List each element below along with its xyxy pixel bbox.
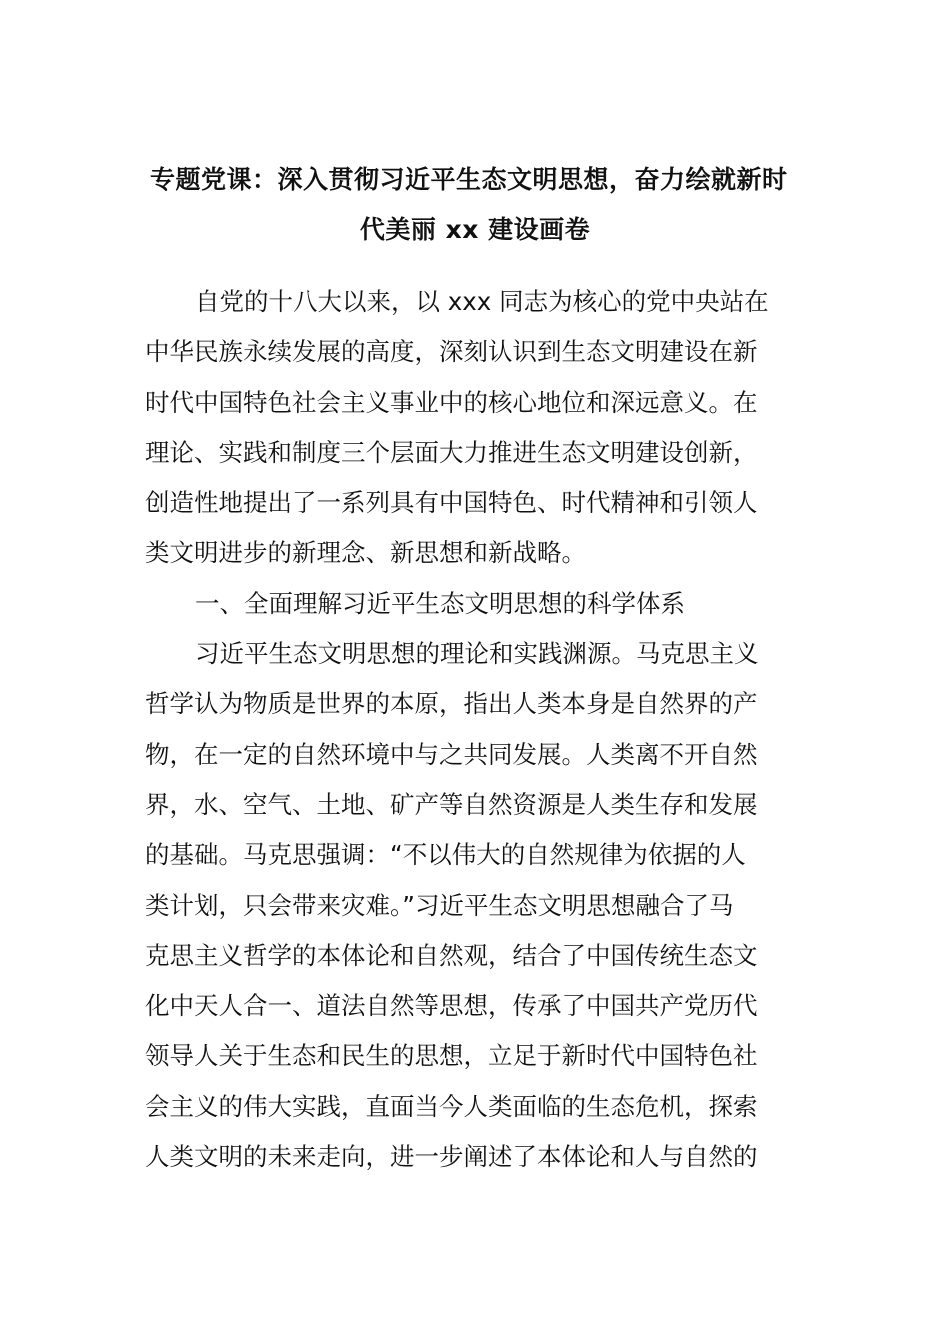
paragraph-line: 类计划，只会带来灾难。”习近平生态文明思想融合了马 [145, 890, 734, 920]
paragraph-line: 界，水、空气、土地、矿产等自然资源是人类生存和发展 [145, 789, 758, 819]
paragraph-line: 物，在一定的自然环境中与之共同发展。人类离不开自然 [145, 739, 758, 769]
paragraph-line: 化中天人合一、道法自然等思想，传承了中国共产党历代 [145, 991, 758, 1021]
paragraph-line: 时代中国特色社会主义事业中的核心地位和深远意义。在 [145, 387, 758, 417]
paragraph-line: 哲学认为物质是世界的本原，指出人类本身是自然界的产 [145, 689, 758, 719]
paragraph-line: 创造性地提出了一系列具有中国特色、时代精神和引领人 [145, 488, 758, 518]
paragraph-line: 中华民族永续发展的高度，深刻认识到生态文明建设在新 [145, 337, 758, 367]
paragraph-line: 人类文明的未来走向，进一步阐述了本体论和人与自然的 [145, 1142, 758, 1172]
paragraph-line: 自党的十八大以来，以 xxx 同志为核心的党中央站在 [195, 287, 769, 316]
paragraph-line: 习近平生态文明思想的理论和实践渊源。马克思主义 [195, 639, 759, 669]
section-heading: 一、全面理解习近平生态文明思想的科学体系 [195, 588, 685, 618]
title-line-2: 代美丽 xx 建设画卷 [359, 215, 591, 244]
document-title [150, 155, 800, 255]
document-body [145, 277, 805, 1182]
paragraph-line: 类文明进步的新理念、新思想和新战略。 [145, 538, 586, 568]
paragraph-line: 会主义的伟大实践，直面当今人类面临的生态危机，探索 [145, 1091, 758, 1121]
title-line-1: 专题党课：深入贯彻习近平生态文明思想，奋力绘就新时 [150, 165, 788, 194]
paragraph-line: 克思主义哲学的本体论和自然观，结合了中国传统生态文 [145, 940, 758, 970]
paragraph-line: 理论、实践和制度三个层面大力推进生态文明建设创新， [145, 437, 758, 467]
paragraph-line: 领导人关于生态和民生的思想，立足于新时代中国特色社 [145, 1041, 758, 1071]
paragraph-line: 的基础。马克思强调：“不以伟大的自然规律为依据的人 [145, 840, 746, 870]
